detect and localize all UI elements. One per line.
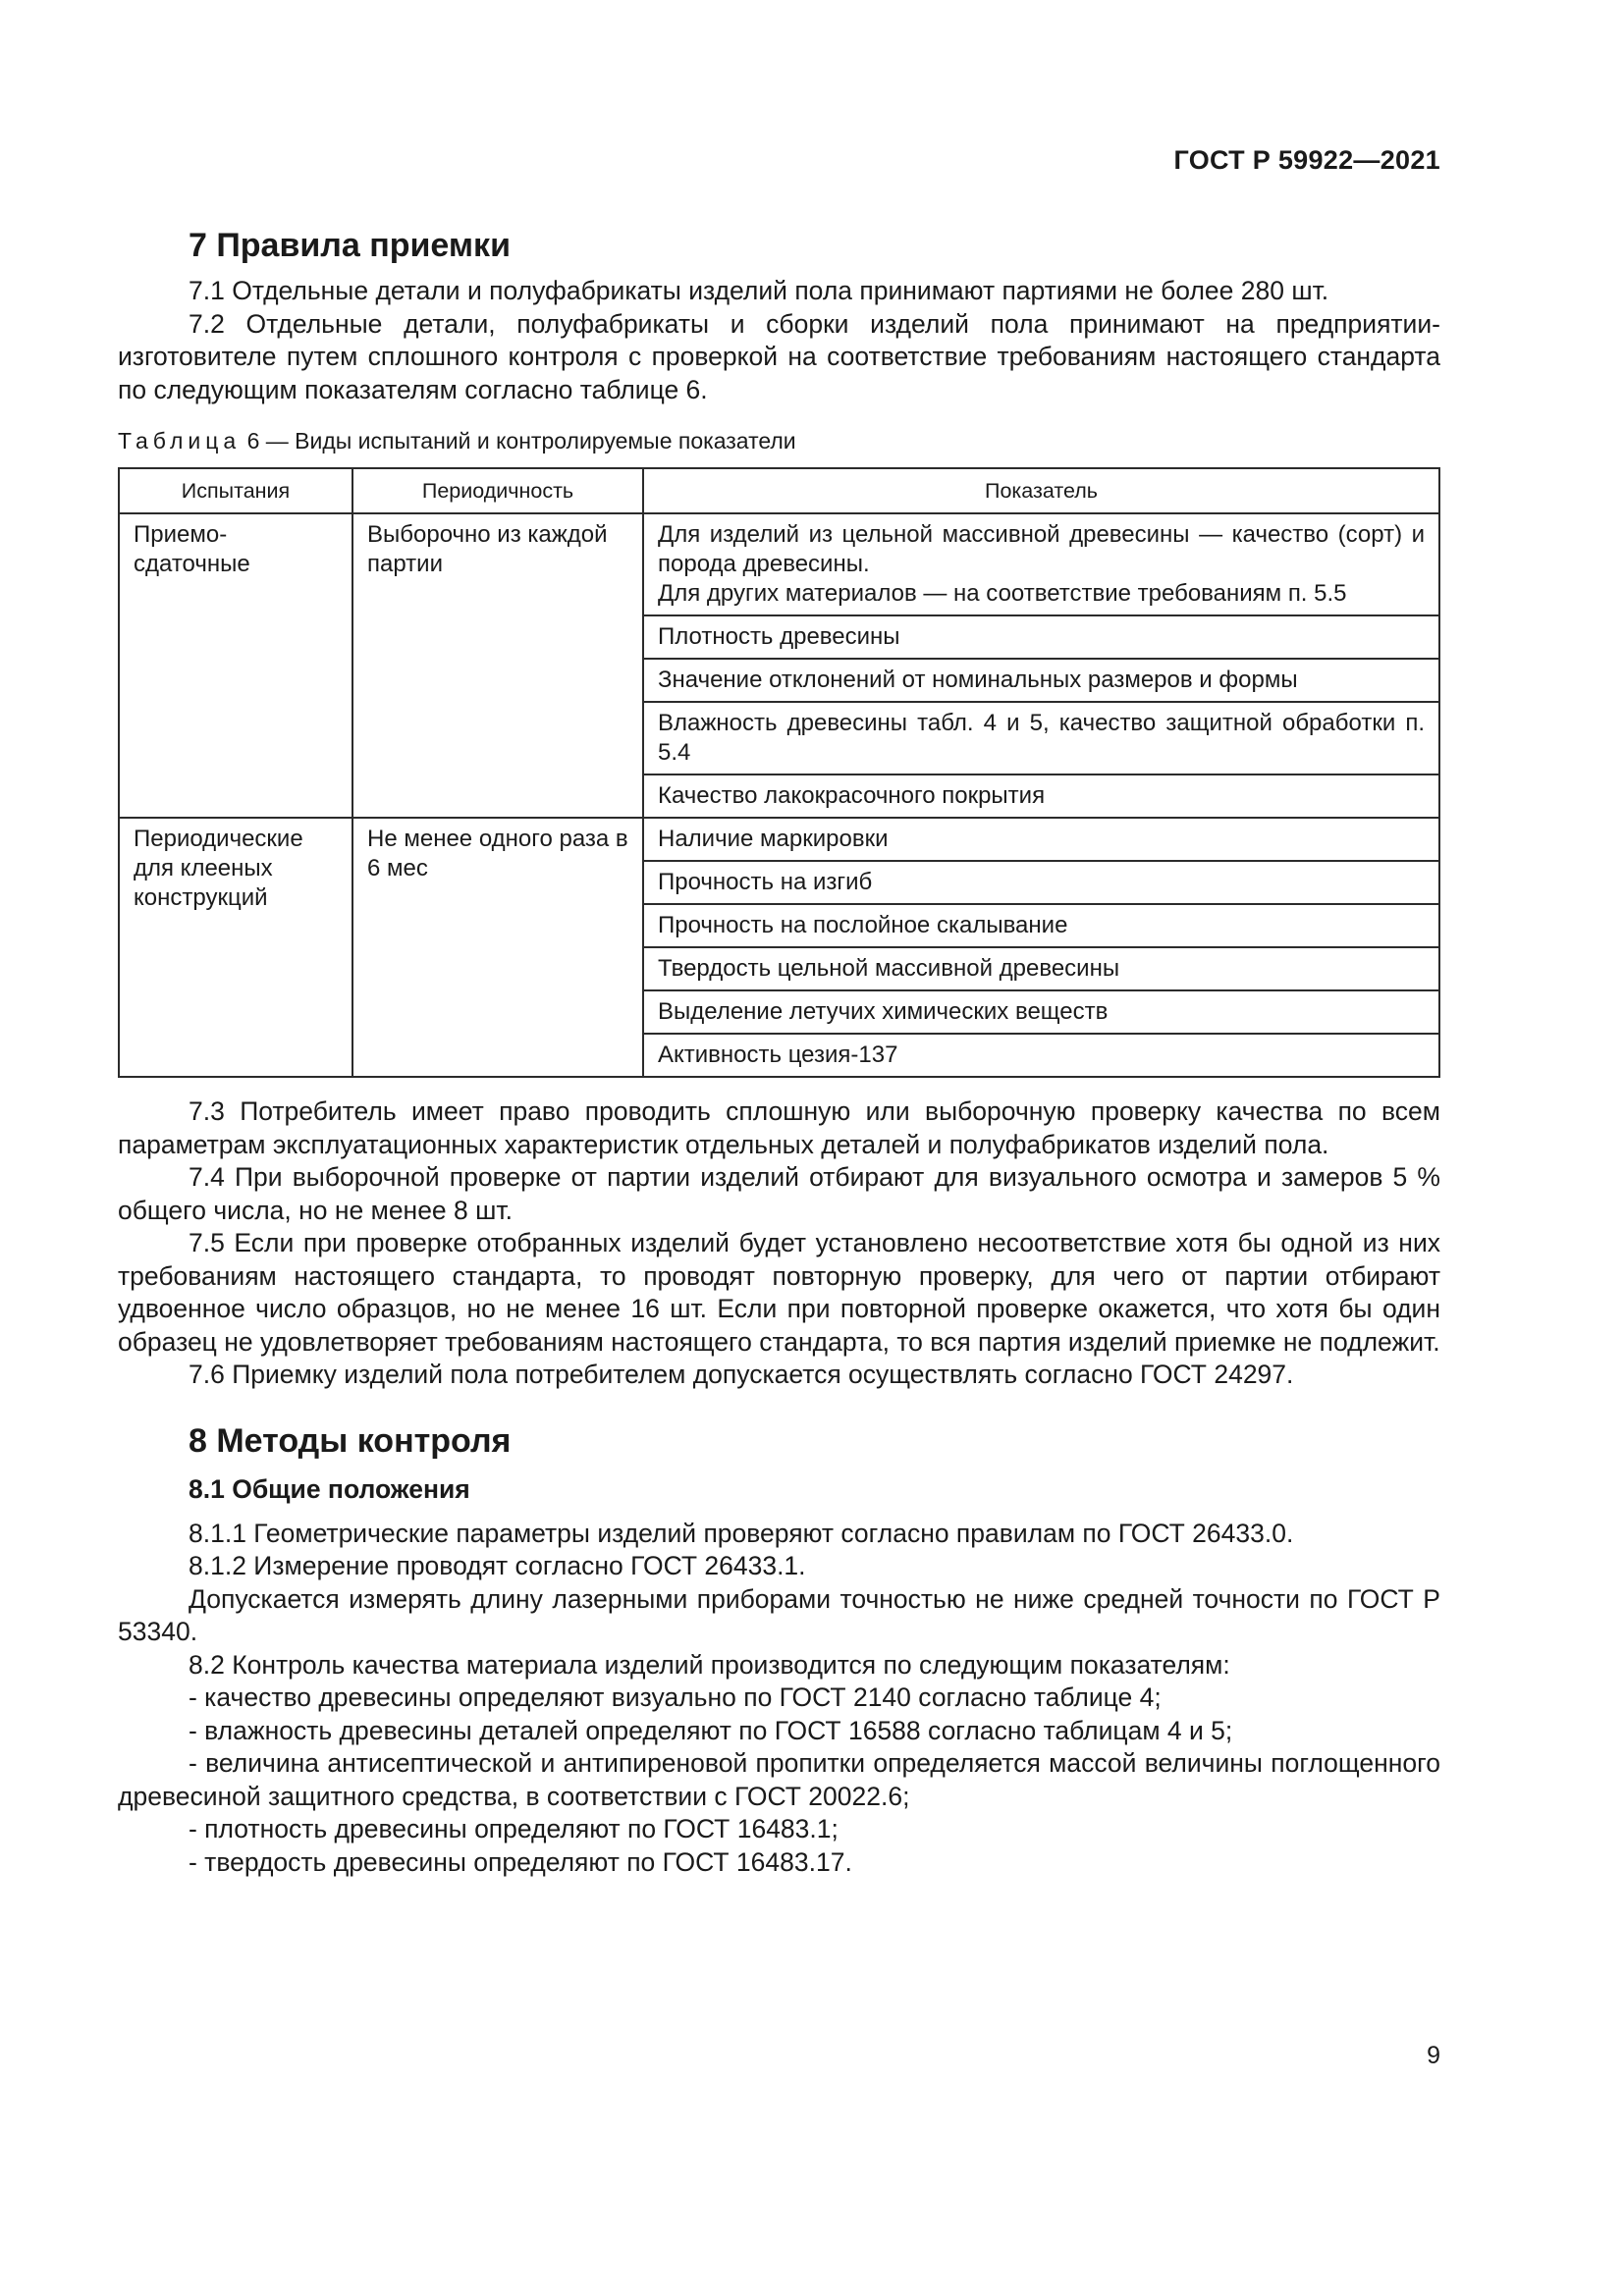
column-header-indicator: Показатель bbox=[643, 468, 1439, 513]
list-item: - величина антисептической и антипиреновой пропитки определяется массой величины поглощенного древесиной защитного средства, в соответствии с ГОСТ 20022.6; bbox=[118, 1748, 1440, 1811]
table-6 bbox=[118, 467, 1440, 1078]
table-header-row bbox=[119, 468, 1439, 513]
indicator-line: Для изделий из цельной массивной древесины — качество (сорт) и порода древесины. bbox=[658, 521, 1425, 577]
indicator-line: Для других материалов — на соответствие требованиям п. 5.5 bbox=[658, 580, 1347, 607]
section-7-heading: 7 Правила приемки bbox=[189, 227, 511, 264]
indicator-cell: Наличие маркировки bbox=[643, 818, 1439, 861]
indicator-cell: Твердость цельной массивной древесины bbox=[643, 947, 1439, 990]
table-caption-text: 6 — Виды испытаний и контролируемые показатели bbox=[241, 428, 796, 454]
page-number: 9 bbox=[1427, 2042, 1440, 2069]
column-header-periodicity: Периодичность bbox=[352, 468, 643, 513]
indicator-cell: Качество лакокрасочного покрытия bbox=[643, 774, 1439, 818]
paragraph-8-1-2: 8.1.2 Измерение проводят согласно ГОСТ 26433.1. bbox=[189, 1551, 806, 1580]
paragraph-8-1-1: 8.1.1 Геометрические параметры изделий проверяют согласно правилам по ГОСТ 26433.0. bbox=[189, 1518, 1294, 1548]
indicator-cell: Прочность на изгиб bbox=[643, 861, 1439, 904]
paragraph-7-6: 7.6 Приемку изделий пола потребителем допускается осуществлять согласно ГОСТ 24297. bbox=[189, 1360, 1294, 1389]
table-row bbox=[119, 513, 1439, 615]
periodicity-cell: Не менее одного раза в 6 мес bbox=[352, 818, 643, 1077]
paragraph-7-3: 7.3 Потребитель имеет право проводить сплошную или выборочную проверку качества по всем параметрам эксплуатационных характеристик отдельных деталей и полуфабрикатов изделий пола. bbox=[118, 1096, 1440, 1159]
paragraph-7-1: 7.1 Отдельные детали и полуфабрикаты изделий пола принимают партиями не более 280 шт. bbox=[189, 276, 1329, 305]
indicator-cell: Плотность древесины bbox=[643, 615, 1439, 659]
indicator-cell: Значение отклонений от номинальных размеров и формы bbox=[643, 659, 1439, 702]
table-6-caption bbox=[118, 426, 1440, 455]
paragraph-7-2: 7.2 Отдельные детали, полуфабрикаты и сборки изделий пола принимают на предприятии-изготовителе путем сплошного контроля с проверкой на соответствие требованиям настоящего стандарта по следующим показателям согласно таблице 6. bbox=[118, 308, 1440, 404]
paragraph-8-1-2-note: Допускается измерять длину лазерными приборами точностью не ниже средней точности по ГОСТ Р 53340. bbox=[118, 1583, 1440, 1646]
paragraph-8-2: 8.2 Контроль качества материала изделий производится по следующим показателям: bbox=[189, 1649, 1230, 1680]
list-item: - плотность древесины определяют по ГОСТ 16483.1; bbox=[189, 1814, 839, 1843]
indicator-cell: Влажность древесины табл. 4 и 5, качество защитной обработки п. 5.4 bbox=[643, 702, 1439, 774]
indicator-cell: Прочность на послойное скалывание bbox=[643, 904, 1439, 947]
section-8-heading: 8 Методы контроля bbox=[189, 1421, 512, 1460]
table-caption-word: Таблица bbox=[118, 428, 242, 454]
test-type-cell: Приемо-сдаточные bbox=[119, 513, 352, 818]
list-item: - качество древесины определяют визуально по ГОСТ 2140 согласно таблице 4; bbox=[189, 1682, 1162, 1712]
column-header-tests: Испытания bbox=[119, 468, 352, 513]
subsection-8-1-heading: 8.1 Общие положения bbox=[189, 1473, 470, 1504]
document-code: ГОСТ Р 59922—2021 bbox=[1173, 145, 1440, 175]
page-content bbox=[118, 224, 1440, 1879]
indicator-cell: Активность цезия-137 bbox=[643, 1034, 1439, 1077]
test-type-cell: Периодические для клееных конструкций bbox=[119, 818, 352, 1077]
list-item: - влажность древесины деталей определяют по ГОСТ 16588 согласно таблицам 4 и 5; bbox=[189, 1715, 1233, 1745]
list-item: - твердость древесины определяют по ГОСТ 16483.17. bbox=[189, 1846, 852, 1877]
table-row bbox=[119, 818, 1439, 861]
paragraph-7-5: 7.5 Если при проверке отобранных изделий будет установлено несоответствие хотя бы одной из них требованиям настоящего стандарта, то проводят повторную проверку, для чего от партии отбирают удвоенное число образцов, но не менее 16 шт. Если при повторной проверке окажется, что хотя бы один образец не удовлетворяет требованиям настоящего стандарта, то вся партия изделий приемке не подлежит. bbox=[118, 1228, 1440, 1357]
indicator-cell bbox=[643, 513, 1439, 615]
paragraph-7-4: 7.4 При выборочной проверке от партии изделий отбирают для визуального осмотра и замеров 5 % общего числа, но не менее 8 шт. bbox=[118, 1162, 1440, 1225]
periodicity-cell: Выборочно из каждой партии bbox=[352, 513, 643, 818]
indicator-cell: Выделение летучих химических веществ bbox=[643, 990, 1439, 1034]
